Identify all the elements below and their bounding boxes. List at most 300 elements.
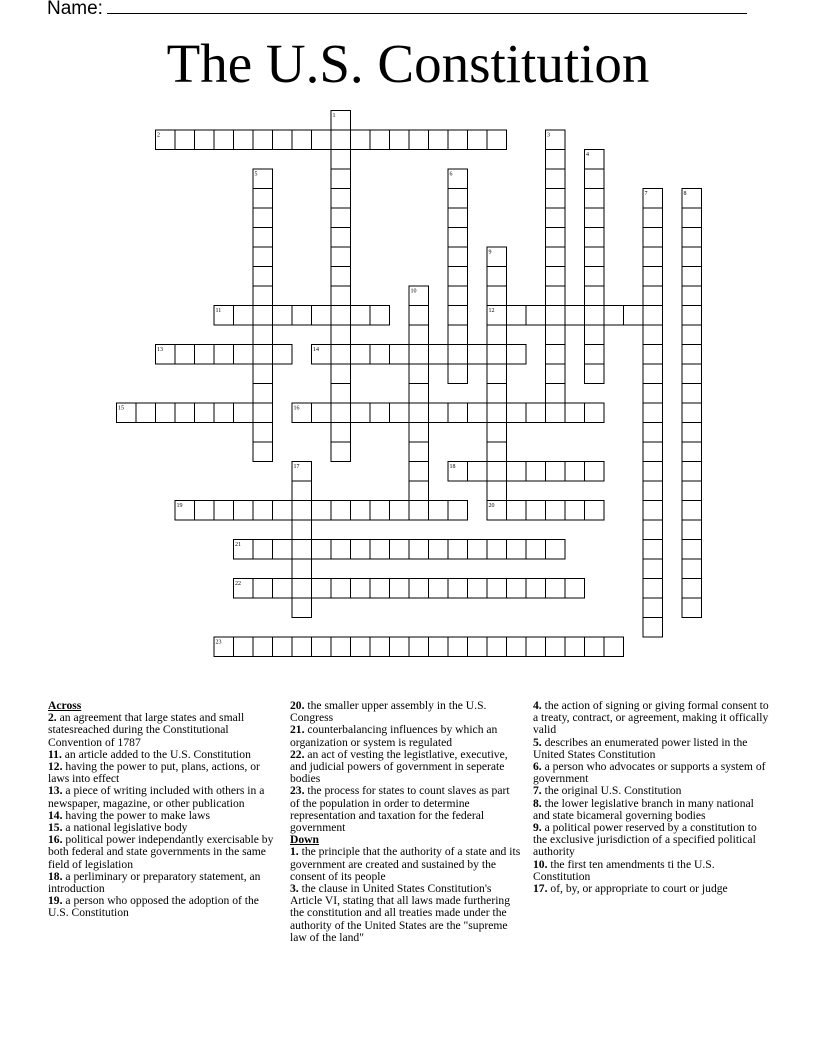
grid-cell[interactable]: [487, 442, 507, 462]
grid-cell[interactable]: [409, 423, 429, 443]
grid-cell[interactable]: [585, 501, 605, 521]
grid-cell[interactable]: [546, 306, 566, 326]
grid-cell[interactable]: [312, 579, 332, 599]
grid-cell[interactable]: [585, 403, 605, 423]
clue-text: the process for states to count slaves as part of the population in order to determine representation and taxation for the federal government: [290, 784, 510, 835]
grid-cell[interactable]: [546, 325, 566, 345]
clue-number-1: 1: [332, 113, 336, 119]
grid-cell[interactable]: [390, 579, 410, 599]
grid-cell[interactable]: [448, 540, 468, 560]
grid-cell[interactable]: [409, 306, 429, 326]
grid-cell[interactable]: [156, 403, 176, 423]
grid-cell[interactable]: [390, 540, 410, 560]
grid-cell[interactable]: [546, 384, 566, 404]
grid-cell[interactable]: [546, 267, 566, 287]
clue-number: 11.: [48, 747, 62, 761]
grid-cell[interactable]: [487, 130, 507, 150]
clue-item: [290, 700, 522, 724]
grid-cell[interactable]: [292, 637, 312, 657]
grid-cell[interactable]: [195, 403, 215, 423]
grid-cell[interactable]: [312, 306, 332, 326]
grid-cell[interactable]: [468, 130, 488, 150]
grid-cell[interactable]: [253, 267, 273, 287]
grid-cell[interactable]: [351, 345, 371, 365]
grid-cell[interactable]: [643, 442, 663, 462]
grid-cell[interactable]: [292, 306, 312, 326]
grid-cell[interactable]: [292, 481, 312, 501]
grid-cell[interactable]: [390, 501, 410, 521]
grid-cell[interactable]: [331, 637, 351, 657]
grid-cell[interactable]: [682, 267, 702, 287]
grid-cell[interactable]: [234, 403, 254, 423]
clue-item: [48, 895, 276, 919]
grid-cell[interactable]: [253, 579, 273, 599]
grid-cell[interactable]: [546, 637, 566, 657]
grid-cell[interactable]: [546, 540, 566, 560]
grid-cell[interactable]: [546, 501, 566, 521]
grid-cell[interactable]: [546, 247, 566, 267]
grid-cell[interactable]: [682, 579, 702, 599]
grid-cell[interactable]: [351, 637, 371, 657]
grid-cell[interactable]: [370, 637, 390, 657]
grid-cell[interactable]: [546, 345, 566, 365]
grid-cell[interactable]: [526, 462, 546, 482]
clue-text: the clause in United States Constitution's Article VI, stating that all laws made furthering the constitution and all treaties made under the authority of the United States are the "supreme law of the land": [290, 882, 511, 944]
grid-cell[interactable]: [214, 130, 234, 150]
grid-cell[interactable]: [682, 403, 702, 423]
grid-cell[interactable]: [507, 540, 527, 560]
grid-cell[interactable]: [351, 540, 371, 560]
grid-cell[interactable]: [331, 345, 351, 365]
grid-cell[interactable]: [487, 403, 507, 423]
grid-cell[interactable]: [175, 403, 195, 423]
grid-cell[interactable]: [409, 637, 429, 657]
grid-cell[interactable]: [331, 228, 351, 248]
grid-cell[interactable]: [312, 403, 332, 423]
grid-cell[interactable]: [643, 267, 663, 287]
grid-cell[interactable]: [643, 286, 663, 306]
grid-cell[interactable]: [507, 462, 527, 482]
clue-text: the smaller upper assembly in the U.S. Congress: [290, 699, 487, 725]
grid-cell[interactable]: [331, 306, 351, 326]
clue-item: [533, 883, 773, 895]
grid-cell[interactable]: [273, 540, 293, 560]
grid-cell[interactable]: [682, 345, 702, 365]
grid-cell[interactable]: [487, 384, 507, 404]
clue-text: an agreement that large states and small statesreached during the Constitutional Convention of 1787: [48, 711, 245, 749]
grid-cell[interactable]: [585, 325, 605, 345]
grid-cell[interactable]: [643, 540, 663, 560]
grid-cell[interactable]: [565, 501, 585, 521]
grid-cell[interactable]: [468, 540, 488, 560]
grid-cell[interactable]: [370, 501, 390, 521]
grid-cell[interactable]: [643, 481, 663, 501]
grid-cell[interactable]: [409, 579, 429, 599]
clue-number-19: 19: [176, 503, 183, 509]
grid-cell[interactable]: [507, 501, 527, 521]
grid-cell[interactable]: [175, 130, 195, 150]
grid-cell[interactable]: [468, 579, 488, 599]
grid-cell[interactable]: [643, 462, 663, 482]
grid-cell[interactable]: [585, 247, 605, 267]
grid-cell[interactable]: [487, 462, 507, 482]
grid-cell[interactable]: [195, 501, 215, 521]
grid-cell[interactable]: [643, 247, 663, 267]
grid-cell[interactable]: [448, 325, 468, 345]
grid-cell[interactable]: [546, 189, 566, 209]
grid-cell[interactable]: [682, 481, 702, 501]
grid-cell[interactable]: [292, 598, 312, 618]
grid-cell[interactable]: [234, 501, 254, 521]
clue-text: the original U.S. Constitution: [541, 784, 682, 798]
grid-cell[interactable]: [409, 403, 429, 423]
grid-cell[interactable]: [273, 501, 293, 521]
clue-number-5: 5: [254, 171, 258, 178]
grid-cell[interactable]: [448, 364, 468, 384]
grid-cell[interactable]: [487, 579, 507, 599]
grid-cell[interactable]: [312, 637, 332, 657]
grid-cell[interactable]: [214, 403, 234, 423]
grid-cell[interactable]: [487, 481, 507, 501]
grid-cell[interactable]: [487, 423, 507, 443]
grid-cell[interactable]: [409, 540, 429, 560]
grid-cell[interactable]: [565, 462, 585, 482]
grid-cell[interactable]: [390, 345, 410, 365]
grid-cell[interactable]: [409, 481, 429, 501]
grid-cell[interactable]: [292, 520, 312, 540]
grid-cell[interactable]: [585, 189, 605, 209]
grid-cell[interactable]: [331, 442, 351, 462]
grid-cell[interactable]: [253, 403, 273, 423]
grid-cell[interactable]: [585, 364, 605, 384]
grid-cell[interactable]: [682, 208, 702, 228]
grid-cell[interactable]: [331, 189, 351, 209]
grid-cell[interactable]: [585, 267, 605, 287]
grid-cell[interactable]: [682, 286, 702, 306]
grid-cell[interactable]: [546, 286, 566, 306]
grid-cell[interactable]: [526, 579, 546, 599]
grid-cell[interactable]: [585, 462, 605, 482]
grid-cell[interactable]: [624, 306, 644, 326]
grid-cell[interactable]: [195, 345, 215, 365]
grid-cell[interactable]: [253, 208, 273, 228]
grid-cell[interactable]: [351, 306, 371, 326]
grid-cell[interactable]: [429, 130, 449, 150]
clue-item: [48, 712, 276, 749]
grid-cell[interactable]: [487, 540, 507, 560]
grid-cell[interactable]: [682, 540, 702, 560]
grid-cell[interactable]: [253, 345, 273, 365]
grid-cell[interactable]: [487, 267, 507, 287]
grid-cell[interactable]: [273, 637, 293, 657]
grid-cell[interactable]: [331, 501, 351, 521]
grid-cell[interactable]: [312, 540, 332, 560]
grid-cell[interactable]: [448, 267, 468, 287]
grid-cell[interactable]: [546, 364, 566, 384]
grid-cell[interactable]: [682, 306, 702, 326]
grid-cell[interactable]: [292, 540, 312, 560]
grid-cell[interactable]: [546, 579, 566, 599]
grid-cell[interactable]: [234, 637, 254, 657]
grid-cell[interactable]: [682, 364, 702, 384]
grid-cell[interactable]: [585, 306, 605, 326]
grid-cell[interactable]: [585, 637, 605, 657]
grid-cell[interactable]: [448, 345, 468, 365]
grid-cell[interactable]: [136, 403, 156, 423]
grid-cell[interactable]: [253, 286, 273, 306]
grid-cell[interactable]: [331, 247, 351, 267]
grid-cell[interactable]: [643, 501, 663, 521]
clue-text: a person who opposed the adoption of the U.S. Constitution: [48, 894, 259, 920]
grid-cell[interactable]: [331, 169, 351, 189]
grid-cell[interactable]: [682, 384, 702, 404]
clue-number: 16.: [48, 833, 63, 847]
grid-cell[interactable]: [682, 501, 702, 521]
grid-cell[interactable]: [682, 559, 702, 579]
grid-cell[interactable]: [487, 637, 507, 657]
grid-cell[interactable]: [429, 345, 449, 365]
grid-cell[interactable]: [604, 637, 624, 657]
grid-cell[interactable]: [682, 598, 702, 618]
grid-cell[interactable]: [546, 403, 566, 423]
clue-item: [48, 761, 276, 785]
grid-cell[interactable]: [585, 228, 605, 248]
grid-cell[interactable]: [351, 130, 371, 150]
grid-cell[interactable]: [351, 501, 371, 521]
grid-cell[interactable]: [643, 423, 663, 443]
clue-number-18: 18: [449, 464, 456, 470]
grid-cell[interactable]: [331, 384, 351, 404]
grid-cell[interactable]: [448, 247, 468, 267]
clue-number: 4.: [533, 699, 542, 712]
grid-cell[interactable]: [253, 189, 273, 209]
grid-cell[interactable]: [234, 130, 254, 150]
grid-cell[interactable]: [351, 403, 371, 423]
grid-cell[interactable]: [331, 423, 351, 443]
grid-cell[interactable]: [273, 345, 293, 365]
grid-cell[interactable]: [214, 345, 234, 365]
grid-cell[interactable]: [643, 403, 663, 423]
grid-cell[interactable]: [253, 130, 273, 150]
grid-cell[interactable]: [507, 345, 527, 365]
grid-cell[interactable]: [643, 364, 663, 384]
grid-cell[interactable]: [370, 345, 390, 365]
grid-cell[interactable]: [448, 579, 468, 599]
grid-cell[interactable]: [409, 345, 429, 365]
grid-cell[interactable]: [331, 364, 351, 384]
grid-cell[interactable]: [409, 462, 429, 482]
grid-cell[interactable]: [195, 130, 215, 150]
grid-cell[interactable]: [468, 403, 488, 423]
clue-number-15: 15: [118, 405, 124, 412]
grid-cell[interactable]: [429, 501, 449, 521]
grid-cell[interactable]: [312, 130, 332, 150]
grid-cell[interactable]: [351, 579, 371, 599]
grid-cell[interactable]: [448, 189, 468, 209]
grid-cell[interactable]: [643, 579, 663, 599]
clue-item: [290, 785, 522, 834]
grid-cell[interactable]: [507, 579, 527, 599]
grid-cell[interactable]: [526, 540, 546, 560]
grid-cell[interactable]: [214, 501, 234, 521]
clue-text: the action of signing or giving formal consent to a treaty, contract, or agreement, making it offically valid: [533, 699, 769, 737]
grid-cell[interactable]: [292, 130, 312, 150]
grid-cell[interactable]: [682, 462, 702, 482]
grid-cell[interactable]: [546, 462, 566, 482]
grid-cell[interactable]: [370, 130, 390, 150]
grid-cell[interactable]: [585, 286, 605, 306]
grid-cell[interactable]: [585, 345, 605, 365]
grid-cell[interactable]: [643, 228, 663, 248]
grid-cell[interactable]: [409, 384, 429, 404]
grid-cell[interactable]: [253, 228, 273, 248]
grid-cell[interactable]: [643, 208, 663, 228]
grid-cell[interactable]: [390, 403, 410, 423]
grid-cell[interactable]: [448, 208, 468, 228]
grid-cell[interactable]: [390, 637, 410, 657]
clue-item: [290, 749, 522, 786]
grid-cell[interactable]: [507, 637, 527, 657]
grid-cell[interactable]: [565, 637, 585, 657]
grid-cell[interactable]: [331, 130, 351, 150]
grid-cell[interactable]: [409, 364, 429, 384]
grid-cell[interactable]: [370, 540, 390, 560]
grid-cell[interactable]: [370, 403, 390, 423]
grid-cell[interactable]: [253, 364, 273, 384]
clue-number-16: 16: [293, 405, 300, 412]
clue-number: 7.: [533, 784, 542, 798]
grid-cell[interactable]: [390, 130, 410, 150]
grid-cell[interactable]: [409, 501, 429, 521]
grid-cell[interactable]: [331, 403, 351, 423]
grid-cell[interactable]: [253, 540, 273, 560]
grid-cell[interactable]: [273, 306, 293, 326]
grid-cell[interactable]: [643, 345, 663, 365]
clue-text: a person who advocates or supports a system of government: [533, 760, 766, 786]
grid-cell[interactable]: [370, 579, 390, 599]
grid-cell[interactable]: [507, 306, 527, 326]
grid-cell[interactable]: [546, 208, 566, 228]
grid-cell[interactable]: [234, 306, 254, 326]
grid-cell[interactable]: [682, 442, 702, 462]
grid-cell[interactable]: [526, 501, 546, 521]
grid-cell[interactable]: [565, 306, 585, 326]
grid-cell[interactable]: [643, 520, 663, 540]
grid-cell[interactable]: [565, 579, 585, 599]
grid-cell[interactable]: [409, 325, 429, 345]
grid-cell[interactable]: [253, 247, 273, 267]
grid-cell[interactable]: [682, 247, 702, 267]
grid-cell[interactable]: [643, 384, 663, 404]
grid-cell[interactable]: [526, 306, 546, 326]
grid-cell[interactable]: [448, 228, 468, 248]
grid-cell[interactable]: [292, 579, 312, 599]
grid-cell[interactable]: [429, 637, 449, 657]
grid-cell[interactable]: [682, 228, 702, 248]
grid-cell[interactable]: [253, 637, 273, 657]
grid-cell[interactable]: [331, 286, 351, 306]
grid-cell[interactable]: [643, 559, 663, 579]
grid-cell[interactable]: [448, 403, 468, 423]
grid-cell[interactable]: [643, 306, 663, 326]
clue-item: [48, 785, 276, 809]
grid-cell[interactable]: [331, 579, 351, 599]
grid-cell[interactable]: [448, 637, 468, 657]
grid-cell[interactable]: [292, 559, 312, 579]
grid-cell[interactable]: [253, 442, 273, 462]
clue-text: the principle that the authority of a state and its government are created and sustained by the consent of its people: [290, 845, 521, 883]
grid-cell[interactable]: [682, 520, 702, 540]
grid-cell[interactable]: [487, 345, 507, 365]
grid-cell[interactable]: [429, 579, 449, 599]
grid-cell[interactable]: [565, 403, 585, 423]
down-heading: Down: [290, 833, 319, 847]
clue-item: [533, 700, 773, 737]
grid-cell[interactable]: [585, 169, 605, 189]
grid-cell[interactable]: [175, 345, 195, 365]
grid-cell[interactable]: [331, 267, 351, 287]
grid-cell[interactable]: [253, 384, 273, 404]
grid-cell[interactable]: [253, 423, 273, 443]
grid-cell[interactable]: [643, 618, 663, 638]
grid-cell[interactable]: [468, 462, 488, 482]
grid-cell[interactable]: [273, 579, 293, 599]
grid-cell[interactable]: [273, 130, 293, 150]
grid-cell[interactable]: [487, 286, 507, 306]
grid-cell[interactable]: [448, 130, 468, 150]
grid-cell[interactable]: [429, 403, 449, 423]
grid-cell[interactable]: [487, 325, 507, 345]
grid-cell[interactable]: [253, 501, 273, 521]
grid-cell[interactable]: [546, 150, 566, 170]
grid-cell[interactable]: [331, 325, 351, 345]
clue-text: having the power to make laws: [62, 808, 210, 822]
grid-cell[interactable]: [409, 442, 429, 462]
grid-cell[interactable]: [448, 501, 468, 521]
grid-cell[interactable]: [468, 345, 488, 365]
grid-cell[interactable]: [604, 306, 624, 326]
grid-cell[interactable]: [331, 208, 351, 228]
grid-cell[interactable]: [643, 325, 663, 345]
grid-cell[interactable]: [468, 637, 488, 657]
clue-item: [533, 761, 773, 785]
clue-number-21: 21: [235, 542, 241, 548]
grid-cell[interactable]: [253, 325, 273, 345]
grid-cell[interactable]: [409, 130, 429, 150]
grid-cell[interactable]: [448, 286, 468, 306]
grid-cell[interactable]: [546, 169, 566, 189]
grid-cell[interactable]: [331, 150, 351, 170]
grid-cell[interactable]: [312, 501, 332, 521]
grid-cell[interactable]: [682, 423, 702, 443]
grid-cell[interactable]: [487, 364, 507, 384]
grid-cell[interactable]: [370, 306, 390, 326]
grid-cell[interactable]: [526, 403, 546, 423]
grid-cell[interactable]: [234, 345, 254, 365]
grid-cell[interactable]: [682, 325, 702, 345]
grid-cell[interactable]: [331, 540, 351, 560]
grid-cell[interactable]: [292, 501, 312, 521]
grid-cell[interactable]: [585, 208, 605, 228]
grid-cell[interactable]: [429, 540, 449, 560]
grid-cell[interactable]: [448, 306, 468, 326]
clues-column-1: [48, 700, 276, 920]
grid-cell[interactable]: [507, 403, 527, 423]
grid-cell[interactable]: [546, 228, 566, 248]
grid-cell[interactable]: [253, 306, 273, 326]
grid-cell[interactable]: [643, 598, 663, 618]
grid-cell[interactable]: [526, 637, 546, 657]
